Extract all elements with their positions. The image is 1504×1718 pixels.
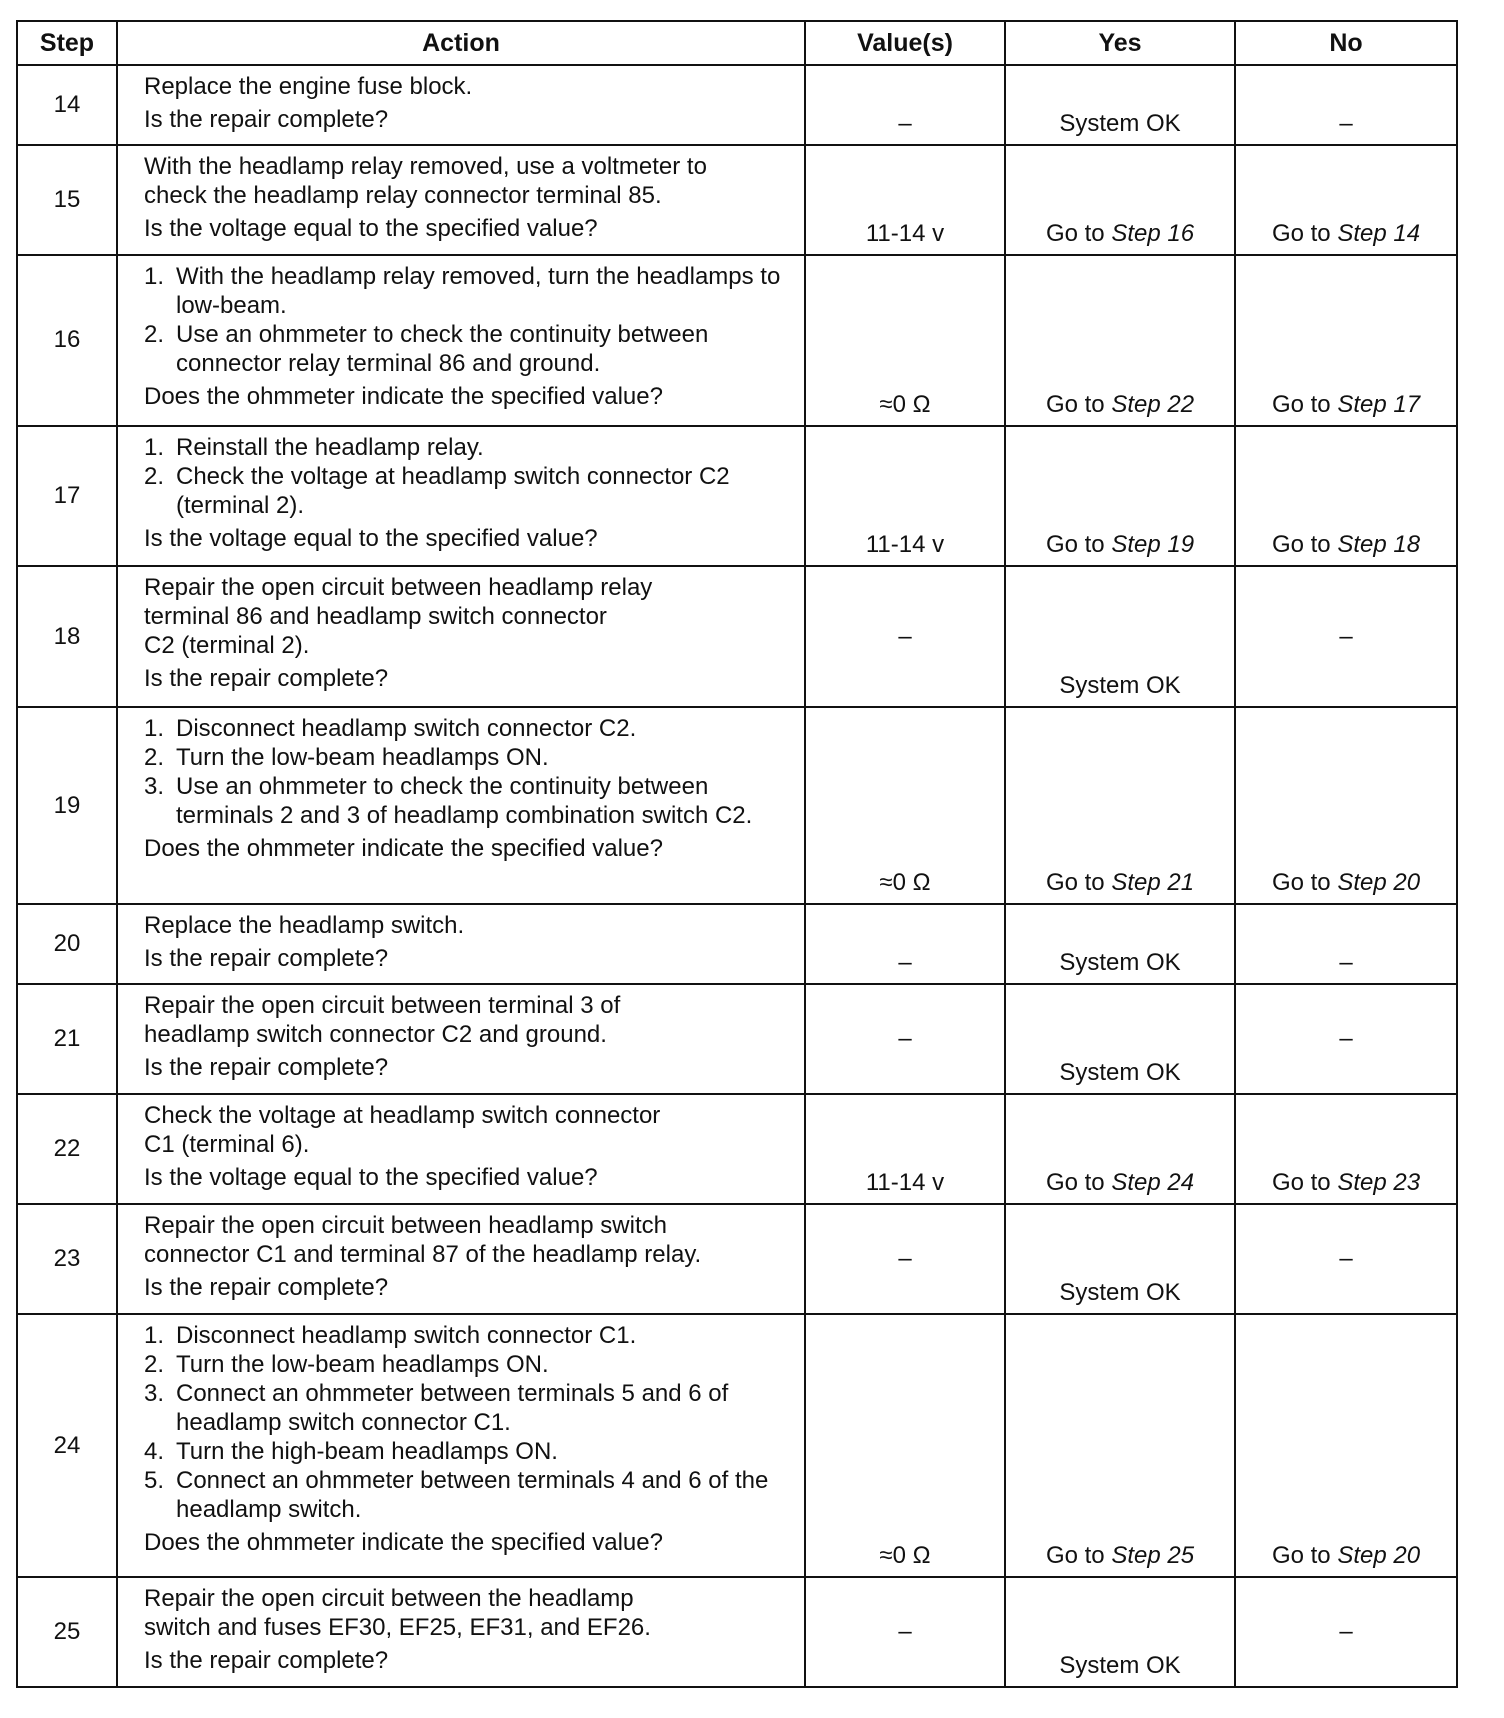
no-text: – bbox=[1339, 949, 1353, 977]
action-step-text: Use an ohmmeter to check the continuity between terminals 2 and 3 of headlamp combination switch C2. bbox=[176, 773, 753, 830]
no-prefix: Go to bbox=[1271, 1169, 1338, 1197]
action-line: headlamp switch connector C2 and ground. bbox=[144, 1021, 607, 1049]
yes-prefix: Go to bbox=[1045, 1169, 1112, 1197]
action-step-item bbox=[144, 262, 794, 320]
yes-prefix: Go to bbox=[1045, 531, 1112, 559]
action-question: Does the ohmmeter indicate the specified value? bbox=[144, 382, 663, 410]
action-line: Repair the open circuit between headlamp switch bbox=[144, 1212, 667, 1240]
value-cell: – bbox=[805, 904, 1005, 984]
no-text: – bbox=[1339, 109, 1353, 137]
no-cell bbox=[1235, 984, 1457, 1094]
no-cell bbox=[1235, 1094, 1457, 1204]
no-step-ref: Step 20 bbox=[1337, 1541, 1421, 1569]
action-step-item bbox=[144, 1379, 794, 1437]
step-number: 22 bbox=[17, 1094, 117, 1204]
no-step-ref: Step 17 bbox=[1337, 390, 1421, 418]
action-step-text: Turn the low-beam headlamps ON. bbox=[176, 1351, 549, 1379]
action-line: terminal 86 and headlamp switch connector bbox=[144, 603, 607, 631]
action-question: Is the repair complete? bbox=[144, 1274, 389, 1302]
action-question: Does the ohmmeter indicate the specified value? bbox=[144, 1529, 663, 1557]
no-cell bbox=[1235, 426, 1457, 567]
header-value: Value(s) bbox=[805, 21, 1005, 65]
step-number: 21 bbox=[17, 984, 117, 1094]
table-row bbox=[17, 984, 1457, 1094]
step-number: 14 bbox=[17, 65, 117, 145]
action-cell bbox=[117, 1204, 805, 1314]
action-step-number: 3. bbox=[144, 1380, 165, 1408]
no-prefix: Go to bbox=[1271, 531, 1338, 559]
action-step-number: 4. bbox=[144, 1438, 165, 1466]
no-cell bbox=[1235, 566, 1457, 707]
action-step-text: Turn the high-beam headlamps ON. bbox=[176, 1438, 558, 1466]
no-cell bbox=[1235, 904, 1457, 984]
no-cell bbox=[1235, 1577, 1457, 1687]
action-cell bbox=[117, 904, 805, 984]
header-no: No bbox=[1235, 21, 1457, 65]
no-prefix: Go to bbox=[1271, 219, 1338, 247]
no-prefix: Go to bbox=[1271, 390, 1338, 418]
yes-cell bbox=[1005, 904, 1235, 984]
action-step-text: Reinstall the headlamp relay. bbox=[176, 433, 484, 461]
action-step-text: Disconnect headlamp switch connector C1. bbox=[176, 1322, 637, 1350]
action-line: With the headlamp relay removed, use a voltmeter to bbox=[144, 152, 707, 180]
action-step-number: 2. bbox=[144, 1351, 165, 1379]
no-prefix: Go to bbox=[1271, 1541, 1338, 1569]
no-step-ref: Step 20 bbox=[1337, 869, 1421, 897]
action-line: Replace the headlamp switch. bbox=[144, 912, 465, 940]
action-step-item bbox=[144, 772, 794, 830]
action-line: Repair the open circuit between terminal 3 of bbox=[144, 992, 621, 1020]
no-cell bbox=[1235, 1314, 1457, 1576]
yes-step-ref: Step 16 bbox=[1111, 219, 1195, 247]
table-row bbox=[17, 145, 1457, 255]
action-line: switch and fuses EF30, EF25, EF31, and EF26. bbox=[144, 1613, 651, 1641]
yes-text: System OK bbox=[1059, 672, 1181, 700]
action-step-number: 1. bbox=[144, 433, 165, 461]
table-row bbox=[17, 65, 1457, 145]
step-number: 24 bbox=[17, 1314, 117, 1576]
action-step-text: Use an ohmmeter to check the continuity between connector relay terminal 86 and ground. bbox=[176, 320, 709, 377]
no-cell bbox=[1235, 707, 1457, 904]
value-cell: ≈0 Ω bbox=[805, 707, 1005, 904]
no-text: – bbox=[1339, 1617, 1353, 1645]
yes-step-ref: Step 22 bbox=[1111, 390, 1195, 418]
action-line: C2 (terminal 2). bbox=[144, 632, 310, 660]
header-action: Action bbox=[117, 21, 805, 65]
action-step-text: With the headlamp relay removed, turn the headlamps to low-beam. bbox=[176, 262, 781, 319]
no-step-ref: Step 23 bbox=[1337, 1169, 1421, 1197]
value-cell: 11-14 v bbox=[805, 145, 1005, 255]
action-question: Is the repair complete? bbox=[144, 665, 389, 693]
yes-cell bbox=[1005, 1094, 1235, 1204]
table-row bbox=[17, 255, 1457, 426]
header-step: Step bbox=[17, 21, 117, 65]
step-number: 20 bbox=[17, 904, 117, 984]
yes-step-ref: Step 24 bbox=[1111, 1169, 1195, 1197]
yes-cell bbox=[1005, 1314, 1235, 1576]
value-cell: ≈0 Ω bbox=[805, 255, 1005, 426]
yes-cell bbox=[1005, 566, 1235, 707]
no-prefix: Go to bbox=[1271, 869, 1338, 897]
value-cell: – bbox=[805, 1577, 1005, 1687]
action-step-number: 1. bbox=[144, 715, 165, 743]
yes-text: System OK bbox=[1059, 109, 1181, 137]
action-line: Repair the open circuit between the headlamp bbox=[144, 1584, 634, 1612]
action-step-text: Turn the low-beam headlamps ON. bbox=[176, 744, 549, 772]
action-question: Is the repair complete? bbox=[144, 1646, 389, 1674]
step-number: 17 bbox=[17, 426, 117, 567]
yes-cell bbox=[1005, 426, 1235, 567]
action-step-item bbox=[144, 1350, 794, 1379]
yes-prefix: Go to bbox=[1045, 219, 1112, 247]
value-cell: ≈0 Ω bbox=[805, 1314, 1005, 1576]
yes-prefix: Go to bbox=[1045, 869, 1112, 897]
action-question: Is the voltage equal to the specified value? bbox=[144, 524, 598, 552]
value-cell: – bbox=[805, 984, 1005, 1094]
yes-cell bbox=[1005, 65, 1235, 145]
value-cell: 11-14 v bbox=[805, 426, 1005, 567]
table-row bbox=[17, 904, 1457, 984]
action-step-item bbox=[144, 743, 794, 772]
no-cell bbox=[1235, 65, 1457, 145]
action-step-item bbox=[144, 320, 794, 378]
action-line: C1 (terminal 6). bbox=[144, 1131, 310, 1159]
action-step-number: 1. bbox=[144, 1322, 165, 1350]
action-cell bbox=[117, 1577, 805, 1687]
action-step-number: 3. bbox=[144, 773, 165, 801]
action-cell bbox=[117, 566, 805, 707]
yes-cell bbox=[1005, 255, 1235, 426]
table-row bbox=[17, 1204, 1457, 1314]
action-question: Is the repair complete? bbox=[144, 106, 389, 133]
action-question: Is the repair complete? bbox=[144, 1054, 389, 1082]
step-number: 23 bbox=[17, 1204, 117, 1314]
action-step-text: Check the voltage at headlamp switch connector C2 (terminal 2). bbox=[176, 462, 730, 519]
action-step-text: Connect an ohmmeter between terminals 4 and 6 of the headlamp switch. bbox=[176, 1467, 769, 1524]
action-cell bbox=[117, 1314, 805, 1576]
action-cell bbox=[117, 1094, 805, 1204]
diagnostic-table bbox=[16, 20, 1458, 1688]
header-row bbox=[17, 21, 1457, 65]
no-text: – bbox=[1339, 1025, 1353, 1053]
value-cell: – bbox=[805, 1204, 1005, 1314]
action-line: Replace the engine fuse block. bbox=[144, 73, 473, 100]
yes-text: System OK bbox=[1059, 1652, 1181, 1679]
action-question: Is the repair complete? bbox=[144, 945, 389, 973]
action-cell bbox=[117, 255, 805, 426]
action-step-text: Disconnect headlamp switch connector C2. bbox=[176, 715, 637, 743]
yes-text: System OK bbox=[1059, 949, 1181, 977]
action-line: check the headlamp relay connector terminal 85. bbox=[144, 181, 662, 209]
no-cell bbox=[1235, 1204, 1457, 1314]
action-step-number: 1. bbox=[144, 262, 165, 290]
yes-prefix: Go to bbox=[1045, 1541, 1112, 1569]
table-body bbox=[17, 65, 1457, 1687]
action-line: connector C1 and terminal 87 of the headlamp relay. bbox=[144, 1241, 702, 1269]
action-line: Repair the open circuit between headlamp relay bbox=[144, 574, 653, 602]
step-number: 16 bbox=[17, 255, 117, 426]
no-step-ref: Step 14 bbox=[1337, 219, 1421, 247]
yes-cell bbox=[1005, 707, 1235, 904]
action-step-number: 2. bbox=[144, 462, 165, 490]
action-cell bbox=[117, 707, 805, 904]
no-step-ref: Step 18 bbox=[1337, 531, 1421, 559]
yes-cell bbox=[1005, 145, 1235, 255]
yes-step-ref: Step 25 bbox=[1111, 1541, 1195, 1569]
table-row bbox=[17, 707, 1457, 904]
action-question: Is the voltage equal to the specified value? bbox=[144, 214, 598, 242]
action-cell bbox=[117, 984, 805, 1094]
action-step-item bbox=[144, 1321, 794, 1350]
no-text: – bbox=[1339, 1245, 1353, 1273]
action-cell bbox=[117, 426, 805, 567]
action-step-item bbox=[144, 433, 794, 462]
value-cell: 11-14 v bbox=[805, 1094, 1005, 1204]
step-number: 15 bbox=[17, 145, 117, 255]
action-step-item bbox=[144, 462, 794, 520]
action-step-item bbox=[144, 1466, 794, 1524]
action-line: Check the voltage at headlamp switch connector bbox=[144, 1102, 661, 1130]
yes-cell bbox=[1005, 1577, 1235, 1687]
step-number: 18 bbox=[17, 566, 117, 707]
yes-text: System OK bbox=[1059, 1279, 1181, 1307]
yes-step-ref: Step 19 bbox=[1111, 531, 1195, 559]
table-row bbox=[17, 566, 1457, 707]
yes-cell bbox=[1005, 1204, 1235, 1314]
no-cell bbox=[1235, 145, 1457, 255]
value-cell: – bbox=[805, 65, 1005, 145]
action-cell bbox=[117, 145, 805, 255]
table-row bbox=[17, 1577, 1457, 1687]
step-number: 19 bbox=[17, 707, 117, 904]
value-cell: – bbox=[805, 566, 1005, 707]
yes-prefix: Go to bbox=[1045, 390, 1112, 418]
action-step-number: 5. bbox=[144, 1467, 165, 1495]
action-step-text: Connect an ohmmeter between terminals 5 and 6 of headlamp switch connector C1. bbox=[176, 1380, 729, 1437]
action-step-item bbox=[144, 714, 794, 743]
no-cell bbox=[1235, 255, 1457, 426]
action-question: Is the voltage equal to the specified value? bbox=[144, 1164, 598, 1192]
table-row bbox=[17, 1094, 1457, 1204]
yes-step-ref: Step 21 bbox=[1111, 869, 1195, 897]
action-step-item bbox=[144, 1437, 794, 1466]
step-number: 25 bbox=[17, 1577, 117, 1687]
action-question: Does the ohmmeter indicate the specified value? bbox=[144, 835, 663, 863]
action-step-number: 2. bbox=[144, 320, 165, 348]
header-yes: Yes bbox=[1005, 21, 1235, 65]
action-cell bbox=[117, 65, 805, 145]
table-row bbox=[17, 426, 1457, 567]
action-step-number: 2. bbox=[144, 744, 165, 772]
yes-cell bbox=[1005, 984, 1235, 1094]
yes-text: System OK bbox=[1059, 1059, 1181, 1087]
table-row bbox=[17, 1314, 1457, 1576]
no-text: – bbox=[1339, 622, 1353, 650]
